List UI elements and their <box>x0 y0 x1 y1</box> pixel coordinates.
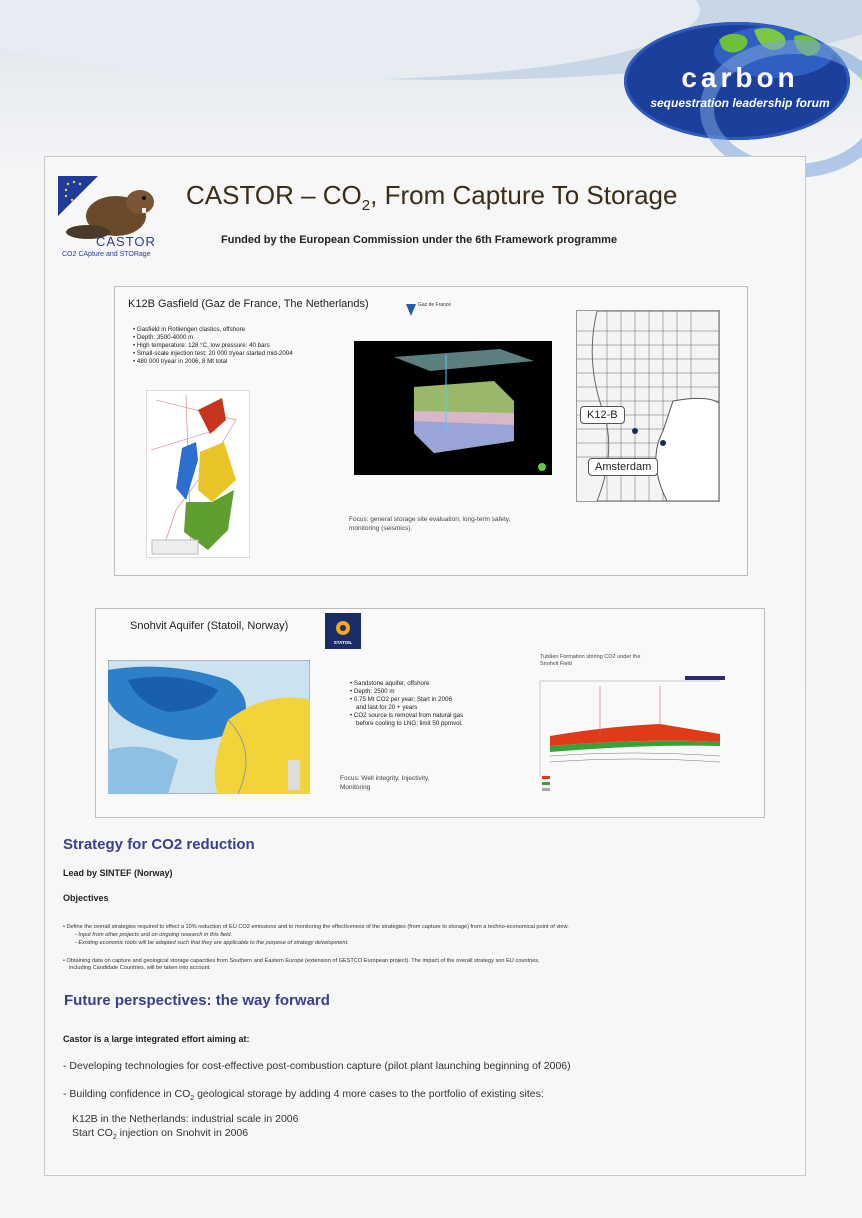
future-heading: Future perspectives: the way forward <box>64 992 330 1009</box>
future-intro: Castor is a large integrated effort aiming at: <box>63 1034 250 1044</box>
k12b-focus: Focus: general storage site evaluation; long-term safety, monitoring (seismics). <box>349 516 511 532</box>
objectives-label: Objectives <box>63 893 109 903</box>
castor-name: CASTOR <box>96 234 156 249</box>
objective-line-cont: including Candidate Countries, will be taken into account. <box>69 965 211 971</box>
k12b-bullets: • Gasfield in Rotliengen clastics, offshore • Depth: 3500-4000 m • High temperature: 128 °C, low pressure: 40 bars • Small-scale injection test: 20 000 t/year started mid-2004 • 480 000 t/year in 2006, 8 Mt total <box>133 326 353 366</box>
map-label-amsterdam: Amsterdam <box>588 458 658 476</box>
logo-tagline: sequestration leadership forum <box>650 96 830 110</box>
page-title: CASTOR – $CO_2$, From Capture To Storage <box>186 180 678 215</box>
snohvit-focus: Focus: Well integrity, Injectivity, Monitoring <box>340 775 430 791</box>
strategy-heading: Strategy for CO2 reduction <box>63 836 255 853</box>
k12b-field-map <box>146 390 250 558</box>
snohvit-sea-map <box>108 660 310 794</box>
statoil-logo <box>325 613 361 649</box>
snohvit-title: Snohvit Aquifer (Statoil, Norway) <box>130 620 289 632</box>
snohvit-bullets: • Sandstone aquifer, offshore • Depth: 2500 m • 0.75 Mt CO2 per year; Start in 2006 and last for 20 + years • CO2 source is removal from natural gas before cooling to LNG; limit 50 ppmvol. <box>350 680 530 728</box>
snohvit-cross-section <box>530 676 730 796</box>
strategy-lead: Lead by SINTEF (Norway) <box>63 868 173 878</box>
objective-line: • Obtaining data on capture and geological storage capacities from Southern and Eastern Europe (extension of GESTCO European project). The impact of the overall strategy son EU countries, <box>63 958 540 964</box>
statoil-name: STATOIL <box>333 640 353 645</box>
future-line-snohvit: Start $CO_2$ injection on Snohvit in 2006 <box>72 1127 249 1142</box>
logo-name: carbon <box>681 62 799 93</box>
objective-subline: - Input from other projects and on ongoing research in this field. <box>75 932 233 938</box>
objective-line: • Define the overall strategies required to effect a 10% reduction of EU CO2 emissions and to monitoring the effectiveness of the strategies (from capture to storage) from a techno-economical point of view. <box>63 924 569 930</box>
map-label-k12b: K12-B <box>580 406 625 424</box>
funded-subtitle: Funded by the European Commission under the 6th Framework programme <box>221 234 618 246</box>
future-line-capture: - Developing technologies for cost-effective post-combustion capture (pilot plant launching beginning of 2006) <box>63 1060 571 1072</box>
k12b-title: K12B Gasfield (Gaz de France, The Netherlands) <box>128 298 369 310</box>
future-line-storage: - Building confidence in $CO_2$ geological storage by adding 4 more cases to the portfolio of existing sites: <box>63 1088 544 1103</box>
k12b-3d-model <box>354 341 552 475</box>
objective-subline: - Existing economic tools will be adapted such that they are applicable to the purpose of strategy development. <box>75 940 349 946</box>
gaz-de-france-logo-icon <box>404 302 418 318</box>
castor-tagline: CO2 CApture and STORage <box>62 251 151 258</box>
future-line-k12b: K12B in the Netherlands: industrial scale in 2006 <box>72 1113 299 1125</box>
snohvit-section-title: Tubåen Formation storing CO2 under the Snohvit Field <box>540 654 641 667</box>
gdf-company: Gaz de France <box>418 302 452 308</box>
